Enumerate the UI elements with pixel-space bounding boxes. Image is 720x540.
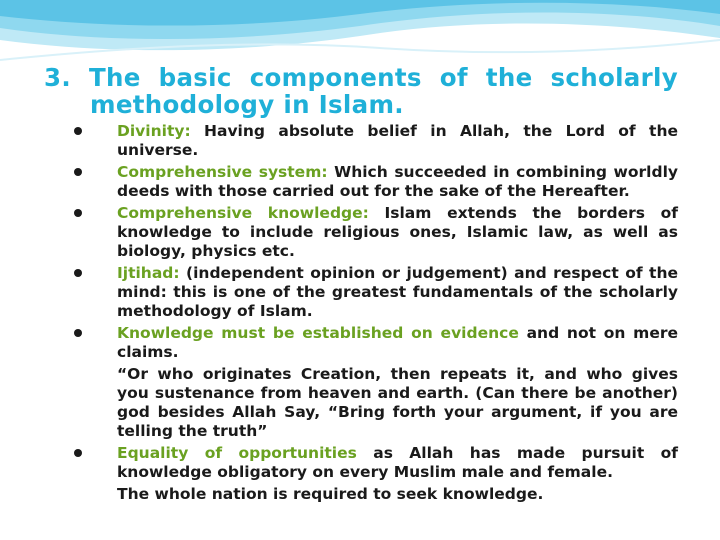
bullet-icon [74, 329, 82, 337]
quote-text: “Or who originates Creation, then repeats it, and who gives you sustenance from heaven and earth. (Can there be another) god besides Allah Say, “Bring forth your argument, if you are telling the truth” [117, 365, 678, 440]
bullet-icon [74, 209, 82, 217]
title-line-1: 3. The basic components of the scholarly [44, 63, 678, 92]
bullet-icon [74, 269, 82, 277]
item-keyword: Equality of opportunities [117, 444, 357, 462]
item-text: Having absolute belief in Allah, the Lord of the universe. [117, 122, 678, 159]
item-text: (independent opinion or judgement) and respect of the mind: this is one of the greatest fundamentals of the scholarly methodology of Islam. [117, 264, 678, 320]
bullet-icon [74, 449, 82, 457]
closing-paragraph [74, 485, 678, 504]
list-item [74, 122, 678, 160]
bullet-icon [74, 168, 82, 176]
quote-paragraph [74, 365, 678, 441]
components-list [74, 122, 678, 507]
item-text: and not on mere claims. [117, 324, 678, 361]
item-keyword: Knowledge must be established on evidence [117, 324, 519, 342]
item-keyword: Comprehensive knowledge: [117, 204, 369, 222]
slide-title [44, 64, 678, 118]
closing-text: The whole nation is required to seek knowledge. [117, 485, 544, 503]
item-text: as Allah has made pursuit of knowledge obligatory on every Muslim male and female. [117, 444, 679, 481]
bullet-icon [74, 127, 82, 135]
item-text: Which succeeded in combining worldly deeds with those carried out for the sake of the Hereafter. [117, 163, 678, 200]
list-item [74, 264, 678, 321]
item-keyword: Comprehensive system: [117, 163, 328, 181]
list-item [74, 444, 678, 482]
title-line-2: methodology in Islam. [90, 90, 404, 119]
item-keyword: Divinity: [117, 122, 191, 140]
list-item [74, 204, 678, 261]
header-wave-decoration [0, 0, 720, 70]
item-text: Islam extends the borders of knowledge to include religious ones, Islamic law, as well as biology, physics etc. [117, 204, 678, 260]
list-item [74, 163, 678, 201]
list-item [74, 324, 678, 362]
item-keyword: Ijtihad: [117, 264, 180, 282]
